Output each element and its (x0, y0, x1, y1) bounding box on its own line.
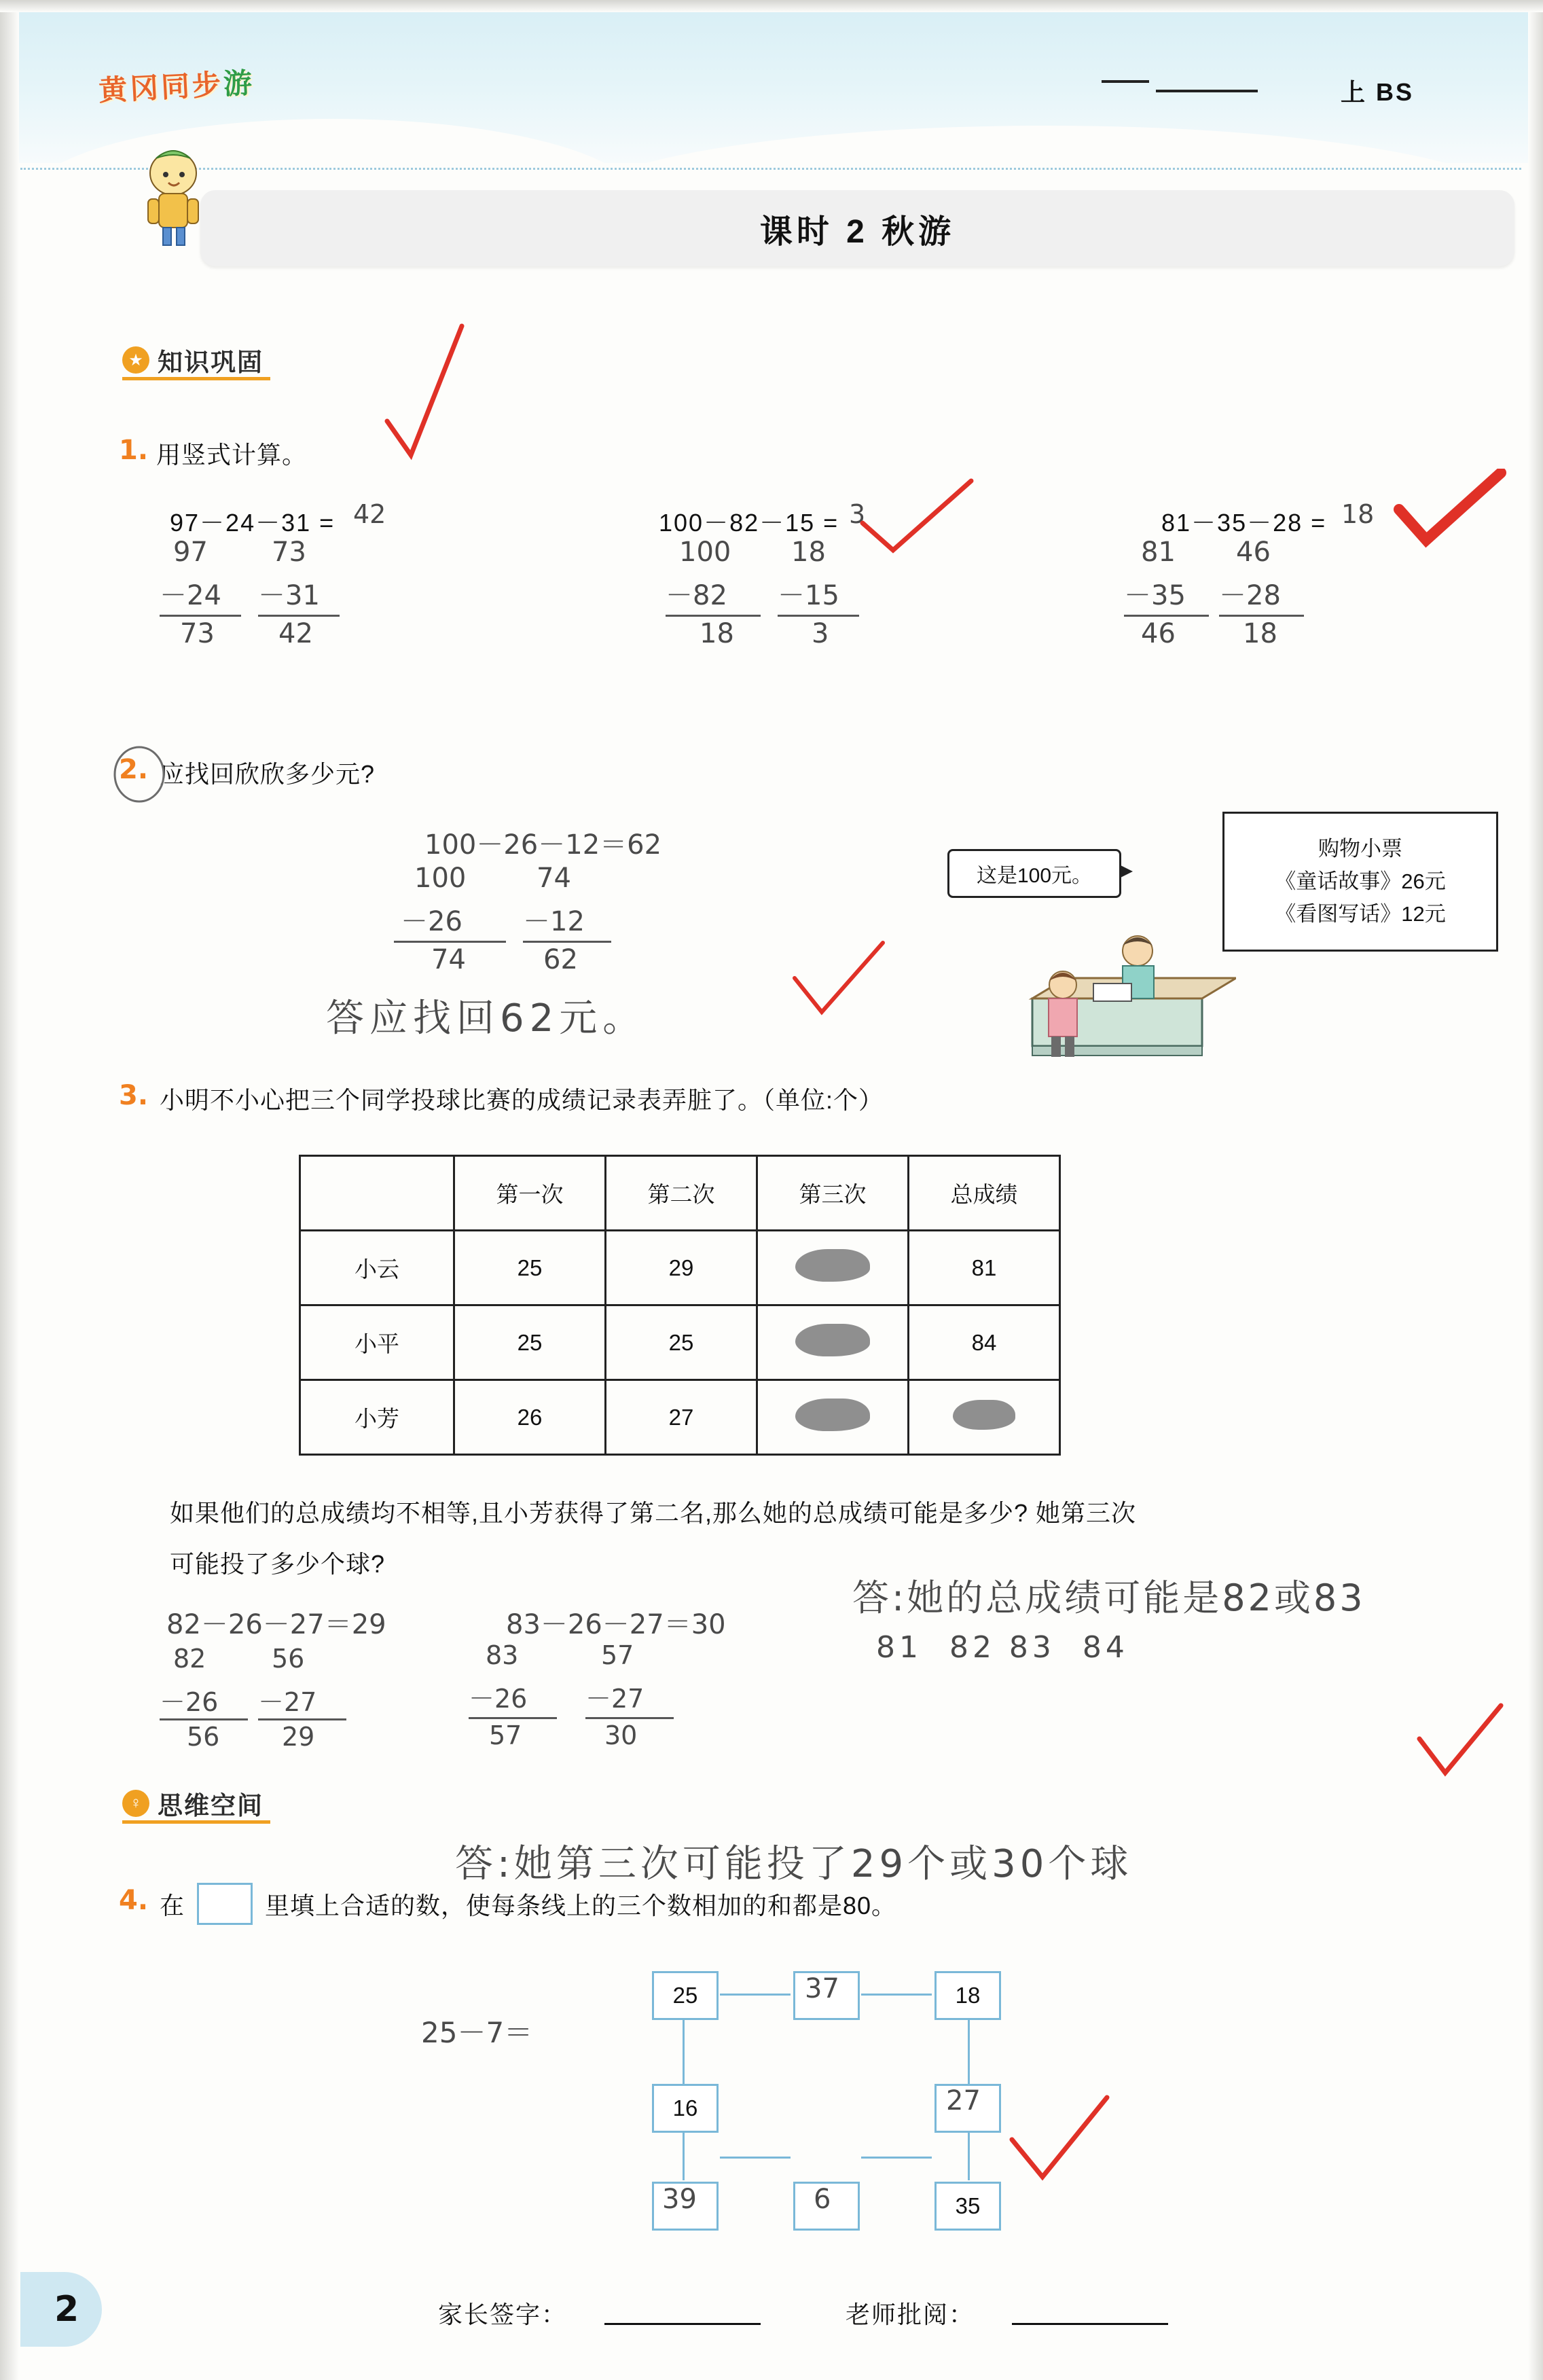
q3-hw-col1-a: 82 (173, 1644, 206, 1674)
row3-c2: 27 (606, 1380, 757, 1455)
q2-circle-mark (109, 744, 170, 805)
q1-work1-rule2 (258, 615, 340, 617)
q2-work-rule2 (523, 941, 611, 943)
row2-name: 小平 (300, 1305, 454, 1380)
q1-work1-e: －31 (258, 580, 320, 611)
q3-hw-col4-c: 30 (604, 1720, 638, 1750)
scan-edge-top (0, 0, 1543, 12)
receipt-box (1222, 812, 1498, 952)
section-header-thinking (122, 1786, 270, 1824)
row2-c3-blot (757, 1305, 909, 1380)
teacher-check-4 (788, 937, 890, 1026)
question-1-number: 1. (119, 435, 149, 466)
grade-marker: 上 BS (1340, 78, 1414, 106)
receipt-item-2: 《看图写话》12元 (1275, 902, 1446, 926)
q3-hw-calc-1: 82－26－27＝29 (166, 1609, 386, 1640)
puzzle-hw-r3c1: 39 (662, 2184, 697, 2215)
mascot-illustration (136, 146, 211, 255)
q3-hw-col4-rule (585, 1717, 674, 1719)
q2-work-b: －26 (401, 906, 462, 937)
row3-name: 小芳 (300, 1380, 454, 1455)
question-4-number: 4. (119, 1885, 149, 1916)
question-4-text-b: 里填上合适的数，使每条线上的三个数相加的和都是80。 (265, 1892, 897, 1919)
q1-work3-rule (1124, 615, 1209, 617)
lightbulb-icon: ♀ (122, 1790, 149, 1817)
q1-answer-1: 42 (353, 499, 386, 529)
teacher-check-3 (1392, 469, 1508, 557)
q3-hw-col1-rule (160, 1718, 248, 1720)
question-3-text: 小明不小心把三个同学投球比赛的成绩记录表弄脏了。（单位:个） (160, 1086, 884, 1114)
puzzle-hw-r1c2: 37 (805, 1973, 839, 2004)
lesson-title-bar (200, 190, 1514, 266)
table-header-1: 第一次 (454, 1156, 606, 1231)
question-3-number: 3. (119, 1080, 149, 1111)
page-number: 2 (54, 2289, 79, 2330)
ink-blot (795, 1399, 870, 1431)
q1-expression-1: 97－24－31 = (170, 509, 335, 537)
question-2-text: 应找回欣欣多少元? (160, 760, 376, 788)
row3-c1: 26 (454, 1380, 606, 1455)
q3-hw-col2-a: 56 (272, 1644, 305, 1674)
table-row (300, 1231, 1060, 1305)
q3-hw-col2-b: －27 (258, 1687, 317, 1717)
row1-name: 小云 (300, 1231, 454, 1305)
q2-work-rule (394, 941, 506, 943)
row1-c3-blot (757, 1231, 909, 1305)
ink-blot (795, 1324, 870, 1356)
score-table (299, 1155, 1061, 1456)
brand-logo-accent: 游 (222, 66, 256, 101)
row2-c4: 84 (909, 1305, 1060, 1380)
page-title: 课时 2 秋游 (759, 213, 956, 250)
section-header-knowledge (122, 343, 270, 380)
q1-work2-f: 3 (812, 618, 829, 649)
q1-work1-rule (160, 615, 241, 617)
q1-work3-c: 46 (1141, 618, 1176, 649)
q3-hw-col3-a: 83 (486, 1640, 519, 1670)
q1-work2-b: －82 (666, 580, 727, 611)
q3-hw-col1-b: －26 (160, 1687, 219, 1717)
teacher-check-2 (856, 475, 978, 564)
row2-c1: 25 (454, 1305, 606, 1380)
q1-expression-3: 81－35－28 = (1161, 509, 1327, 537)
question-4-text-a: 在 (160, 1892, 185, 1919)
scan-edge-left (0, 0, 19, 2380)
q2-work-a: 100 (414, 863, 467, 894)
section-label-knowledge: 知识巩固 (158, 348, 264, 376)
question-2-number: 2. (119, 754, 149, 785)
teacher-review-label: 老师批阅： (846, 2301, 975, 2328)
q3-hw-answer-top: 答:她的总成绩可能是82或83 (852, 1576, 1366, 1619)
q1-work3-a: 81 (1141, 537, 1176, 568)
q1-work2-rule2 (778, 615, 859, 617)
row3-c3-blot (757, 1380, 909, 1455)
puzzle-line-h3 (720, 2157, 791, 2159)
row1-c1: 25 (454, 1231, 606, 1305)
puzzle-hw-r2c3: 27 (946, 2085, 981, 2116)
question-1-text: 用竖式计算。 (156, 441, 308, 469)
table-header-4: 总成绩 (909, 1156, 1060, 1231)
q1-work3-rule2 (1219, 615, 1304, 617)
q2-work-d: 74 (537, 863, 571, 894)
puzzle-cell-r1c1[interactable]: 25 (652, 1971, 719, 2020)
brand-logo (98, 60, 256, 109)
parent-signature-label: 家长签字： (438, 2301, 568, 2328)
q2-work-c: 74 (431, 944, 466, 975)
receipt-item-1: 《童话故事》26元 (1275, 869, 1446, 893)
dotted-divider (20, 168, 1521, 170)
q1-expression-2: 100－82－15 = (659, 509, 839, 537)
q4-hw-side-note: 25－7＝ (421, 2016, 533, 2049)
q3-hw-calc-2: 83－26－27＝30 (506, 1609, 726, 1640)
puzzle-line-h2 (861, 1994, 932, 1996)
puzzle-line-h4 (861, 2157, 932, 2159)
q3-hw-answer-bottom: 答:她第三次可能投了29个或30个球 (455, 1842, 1133, 1886)
q1-work2-d: 18 (791, 537, 826, 568)
q2-work-f: 62 (543, 944, 578, 975)
puzzle-cell-r2c1[interactable]: 16 (652, 2084, 719, 2133)
teacher-review-line[interactable] (1012, 2323, 1168, 2325)
puzzle-cell-r1c3[interactable]: 18 (934, 1971, 1001, 2020)
row1-c2: 29 (606, 1231, 757, 1305)
q1-answer-3: 18 (1341, 499, 1375, 529)
row2-c2: 25 (606, 1305, 757, 1380)
q3-hw-col2-rule (258, 1718, 346, 1720)
q1-work3-f: 18 (1243, 618, 1277, 649)
puzzle-line-v1 (683, 2016, 685, 2084)
ink-blot (953, 1400, 1015, 1430)
teacher-check-5 (1413, 1701, 1508, 1790)
q3-hw-col3-c: 57 (489, 1720, 522, 1750)
q3-prompt-line-2: 可能投了多少个球? (170, 1550, 386, 1578)
q3-hw-col1-c: 56 (187, 1722, 220, 1752)
q3-hw-col2-c: 29 (282, 1722, 315, 1752)
q2-work-line: 100－26－12＝62 (424, 829, 662, 861)
puzzle-cell-r3c3[interactable]: 35 (934, 2182, 1001, 2231)
q2-answer-line: 答应找回62元。 (326, 996, 647, 1041)
table-header-3: 第三次 (757, 1156, 909, 1231)
ink-blot (795, 1249, 870, 1282)
q3-hw-col4-a: 57 (601, 1640, 634, 1670)
table-row (300, 1380, 1060, 1455)
teacher-check-1 (380, 319, 475, 475)
q3-hw-col4-b: －27 (585, 1684, 645, 1714)
q3-hw-col3-b: －26 (469, 1684, 528, 1714)
q1-work2-a: 100 (679, 537, 731, 568)
q2-work-e: －12 (523, 906, 585, 937)
brand-logo-text: 黄冈同步 (98, 67, 225, 107)
q3-hw-answer-top2: 81 82 83 84 (876, 1630, 1129, 1665)
speech-bubble: 这是100元。 (947, 849, 1121, 898)
section-label-thinking: 思维空间 (158, 1792, 264, 1820)
q1-work3-d: 46 (1236, 537, 1271, 568)
table-header-2: 第二次 (606, 1156, 757, 1231)
inline-answer-box[interactable] (197, 1883, 253, 1925)
row1-c4: 81 (909, 1231, 1060, 1305)
table-row (300, 1305, 1060, 1380)
teacher-check-6 (1005, 2092, 1114, 2194)
q1-work2-e: －15 (778, 580, 839, 611)
q3-hw-col3-rule (469, 1717, 557, 1719)
q1-work3-b: －35 (1124, 580, 1186, 611)
table-header-blank (300, 1156, 454, 1231)
q1-work3-e: －28 (1219, 580, 1281, 611)
q1-work1-d: 73 (272, 537, 306, 568)
puzzle-line-h1 (720, 1994, 791, 1996)
puzzle-line-v3 (968, 2016, 970, 2084)
q1-answer-2: 3 (849, 499, 866, 529)
scan-edge-right (1528, 0, 1543, 2380)
q1-work2-rule (666, 615, 761, 617)
q1-work1-f: 42 (278, 618, 313, 649)
q1-work1-b: －24 (160, 580, 221, 611)
header-rule-lines (1102, 80, 1258, 107)
receipt-title: 购物小票 (1318, 836, 1402, 861)
parent-signature-line[interactable] (604, 2323, 761, 2325)
q3-prompt-line-1: 如果他们的总成绩均不相等,且小芳获得了第二名,那么她的总成绩可能是多少? 她第三次 (170, 1499, 1137, 1527)
q1-work1-c: 73 (180, 618, 215, 649)
row3-c4-blot (909, 1380, 1060, 1455)
q1-work1-a: 97 (173, 537, 208, 568)
table-header-row (300, 1156, 1060, 1231)
q1-work2-c: 18 (700, 618, 734, 649)
puzzle-hw-r3c2: 6 (814, 2184, 831, 2215)
star-icon: ★ (122, 346, 149, 374)
shop-illustration (992, 910, 1236, 1080)
